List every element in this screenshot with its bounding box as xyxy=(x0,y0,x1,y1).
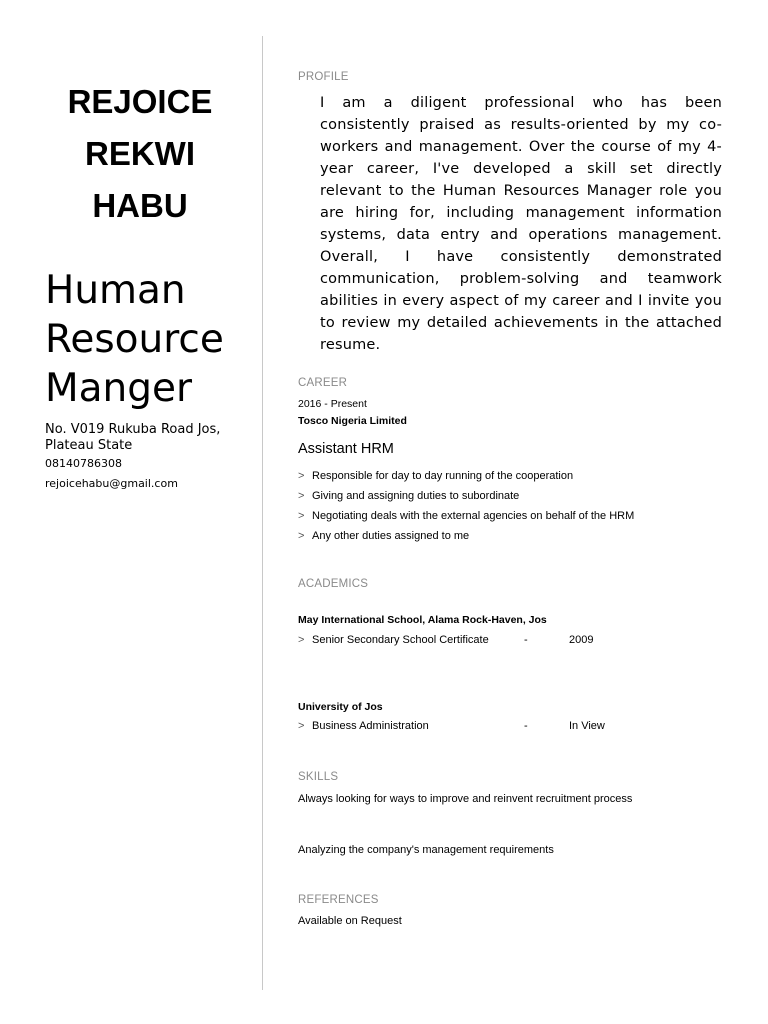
bullet-marker: > xyxy=(298,510,305,522)
skill-item: Always looking for ways to improve and reinvent recruitment process xyxy=(298,793,633,805)
references-heading: REFERENCES xyxy=(298,894,379,906)
school-name: May International School, Alama Rock-Haven, Jos xyxy=(298,614,547,626)
qualification-year: 2009 xyxy=(569,634,594,646)
bullet-marker: > xyxy=(298,490,305,502)
career-period: 2016 - Present xyxy=(298,398,367,410)
bullet-marker: > xyxy=(298,720,305,732)
academics-heading: ACADEMICS xyxy=(298,578,369,590)
duty-item xyxy=(298,486,738,506)
job-title xyxy=(45,266,255,413)
contact-block xyxy=(45,422,255,491)
duty-text: Responsible for day to day running of the cooperation xyxy=(312,470,574,482)
name-line: REJOICE xyxy=(67,83,213,120)
qualification: Business Administration xyxy=(312,720,429,732)
job-title-line: Human xyxy=(45,268,186,313)
address: No. V019 Rukuba Road Jos, Plateau State xyxy=(45,422,221,453)
profile-text: I am a diligent professional who has been consistently praised as results-oriented by my co-workers and management. Over the course of my 4-year career, I've developed a skill set directly relevant to the Human Resources Manager role you are hiring for, including management information systems, data entry and operations management. Overall, I have consistently demonstrated communication, problem-solving and teamwork abilities in every aspect of my career and I invite you to review my detailed achievements in the attached resume. xyxy=(320,95,722,353)
duty-item xyxy=(298,466,738,486)
qualification-year: In View xyxy=(569,720,605,732)
skills-heading: SKILLS xyxy=(298,771,339,783)
bullet-marker: > xyxy=(298,470,305,482)
separator-dash: - xyxy=(524,720,528,732)
school-name: University of Jos xyxy=(298,701,383,713)
name-line: REKWI xyxy=(85,135,195,172)
qualification-row xyxy=(298,720,738,732)
duties-list xyxy=(298,466,738,546)
references-text: Available on Request xyxy=(298,915,402,927)
separator-dash: - xyxy=(524,634,528,646)
column-divider xyxy=(262,36,263,990)
bullet-marker: > xyxy=(298,530,305,542)
duty-item xyxy=(298,526,738,546)
candidate-name xyxy=(40,76,240,232)
duty-text: Giving and assigning duties to subordinate xyxy=(312,490,520,502)
name-line: HABU xyxy=(92,187,188,224)
duty-text: Any other duties assigned to me xyxy=(312,530,470,542)
company-name: Tosco Nigeria Limited xyxy=(298,415,407,427)
phone-number: 08140786308 xyxy=(45,457,122,470)
qualification: Senior Secondary School Certificate xyxy=(312,634,489,646)
profile-heading: PROFILE xyxy=(298,71,349,83)
skill-item: Analyzing the company's management requirements xyxy=(298,844,554,856)
career-heading: CAREER xyxy=(298,377,348,389)
role-title: Assistant HRM xyxy=(298,441,394,457)
job-title-line: Manger xyxy=(45,366,193,411)
bullet-marker: > xyxy=(298,634,305,646)
email-address: rejoicehabu@gmail.com xyxy=(45,477,178,490)
qualification-row xyxy=(298,634,738,646)
job-title-line: Resource xyxy=(45,317,224,362)
duty-text: Negotiating deals with the external agencies on behalf of the HRM xyxy=(312,510,635,522)
duty-item xyxy=(298,506,738,526)
